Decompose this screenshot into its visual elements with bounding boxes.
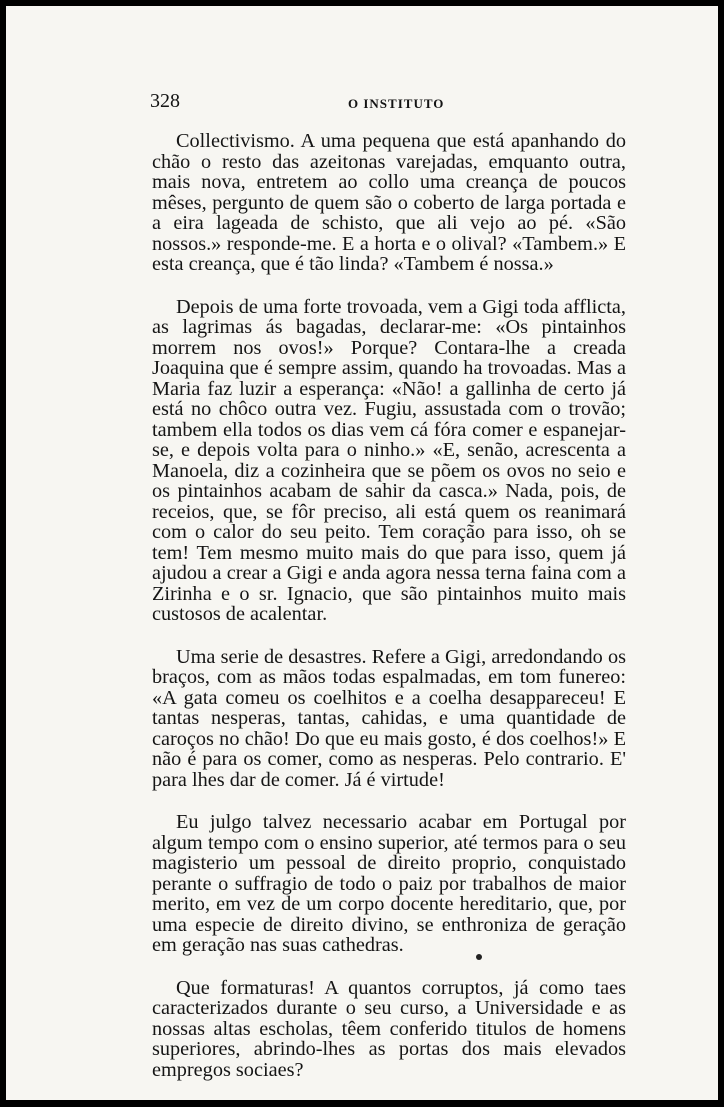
paragraph: Uma serie de desastres. Refere a Gigi, arredondando os braços, com as mãos todas espalmadas, em tom funereo: «A gata comeu os coelhitos e a coelha desappareceu! E tantas nesperas, tantas, cahidas, e uma quantidade de caroços no chão! Do que eu mais gosto, é dos coelhos!» E não é para os comer, como as nesperas. Pelo contrario. E' para lhes dar de comer. Já é virtude! — [152, 645, 626, 791]
page-header — [150, 90, 628, 120]
paragraph: Collectivismo. A uma pequena que está apanhando do chão o resto das azeitonas varejadas, emquanto outra, mais nova, entretem ao collo uma creança de poucos mêses, pergunto de quem são o coberto de larga portada e a eira lageada de schisto, que ali vejo ao pé. «São nossos.» responde-me. E a horta e o olival? «Tambem.» E esta creança, que é tão linda? «Tambem é nossa.» — [152, 130, 626, 275]
paragraph: Depois de uma forte trovoada, vem a Gigi toda afflicta, as lagrimas ás bagadas, declarar-me: «Os pintainhos morrem nos ovos!» Porque? Contara-lhe a creada Joaquina que é sempre assim, quando ha trovoadas. Mas a Maria faz luzir a esperança: «Não! a gallinha de certo já está no chôco outra vez. Fugiu, assustada com o trovão; tambem ella todos os dias vem cá fóra comer e espanejar-se, e depois volta para o ninho.» «E, senão, acrescenta a Manoela, diz a cozinheira que se põem os ovos no seio e os pintainhos acabam de sahir da casca.» Nada, pois, de receios, que, se fôr preciso, ali está quem os reanimará com o calor do seu peito. Tem coração para isso, oh se tem! Tem mesmo muito mais do que para isso, quem já ajudou a crear a Gigi e anda agora nessa terna faina com a Zirinha e o sr. Ignacio, que são pintainhos muito mais custosos de acalentar. — [152, 295, 626, 625]
paragraph: Eu julgo talvez necessario acabar em Portugal por algum tempo com o ensino superior, até termos para o seu magisterio um pessoal de direito proprio, conquistado perante o suffragio de todo o paiz por trabalhos de maior merito, em vez de um corpo docente hereditario, que, por uma especie de direito divino, se enthroniza de geração em geração nas suas cathedras. — [152, 811, 626, 956]
body-text — [152, 131, 626, 1100]
ink-spot — [476, 954, 482, 960]
book-page — [6, 6, 718, 1100]
running-head: O INSTITUTO — [348, 96, 445, 111]
paragraph: Que formaturas! A quantos corruptos, já como taes caracterizados durante o seu curso, a Universidade e as nossas altas escholas, têem conferido titulos de homens superiores, abrindo-lhes as portas dos mais elevados empregos sociaes? — [152, 976, 626, 1081]
page-number: 328 — [150, 90, 180, 112]
